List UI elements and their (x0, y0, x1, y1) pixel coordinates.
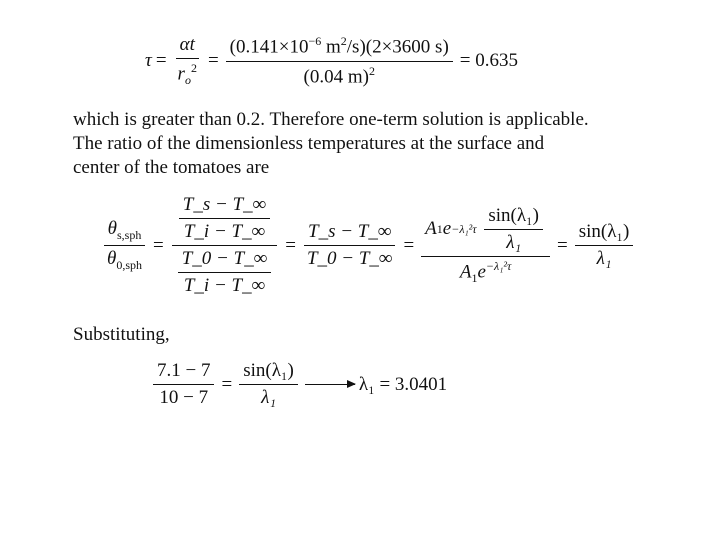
lambda-result: λ₁ = 3.0401 (358, 373, 448, 395)
tau-result: = 0.635 (459, 50, 518, 72)
equation-ratio: $\theta_{s,sph}$ $\theta_{0,sph}$ = $\frac{\frac{T\_s - T\_\infty}{T\_i - T\_\infty}}{\frac{T\_0 - T\_\infty}{T\_i - T\_\infty}}$ = $\frac{T\_s - T\_\infty}{T\_0 - T\_\infty}$ = A 1 e −λ₁²τ sin(λ₁) λ₁ $A_1e^{-\lambda_1^2\tau}$ = $\frac{\text{sin(λ₁)}}{\text{λ₁}}$ (100, 194, 636, 297)
arrow-icon (305, 384, 355, 385)
equation-tau: τ = $\frac{\alpha t}{r_o^2}$ = $\frac{(0.141\times 10^{-6} m^2/s)(2\times 3600 s)}{(0.04 m)^2}$ = 0.635 (145, 34, 518, 88)
tau-symbol: τ (145, 50, 152, 72)
substituting-label: Substituting, (73, 324, 170, 345)
equation-lambda: $\frac{7.1 - 7}{10 - 7}$ = $\frac{\text{sin(λ₁)}}{\text{λ₁}}$ λ₁ = 3.0401 (150, 360, 447, 409)
paragraph-text: which is greater than 0.2. Therefore one-term solution is applicable. The ratio of the dimensionless temperatures at the surface and center of the tomatoes are (73, 109, 589, 178)
